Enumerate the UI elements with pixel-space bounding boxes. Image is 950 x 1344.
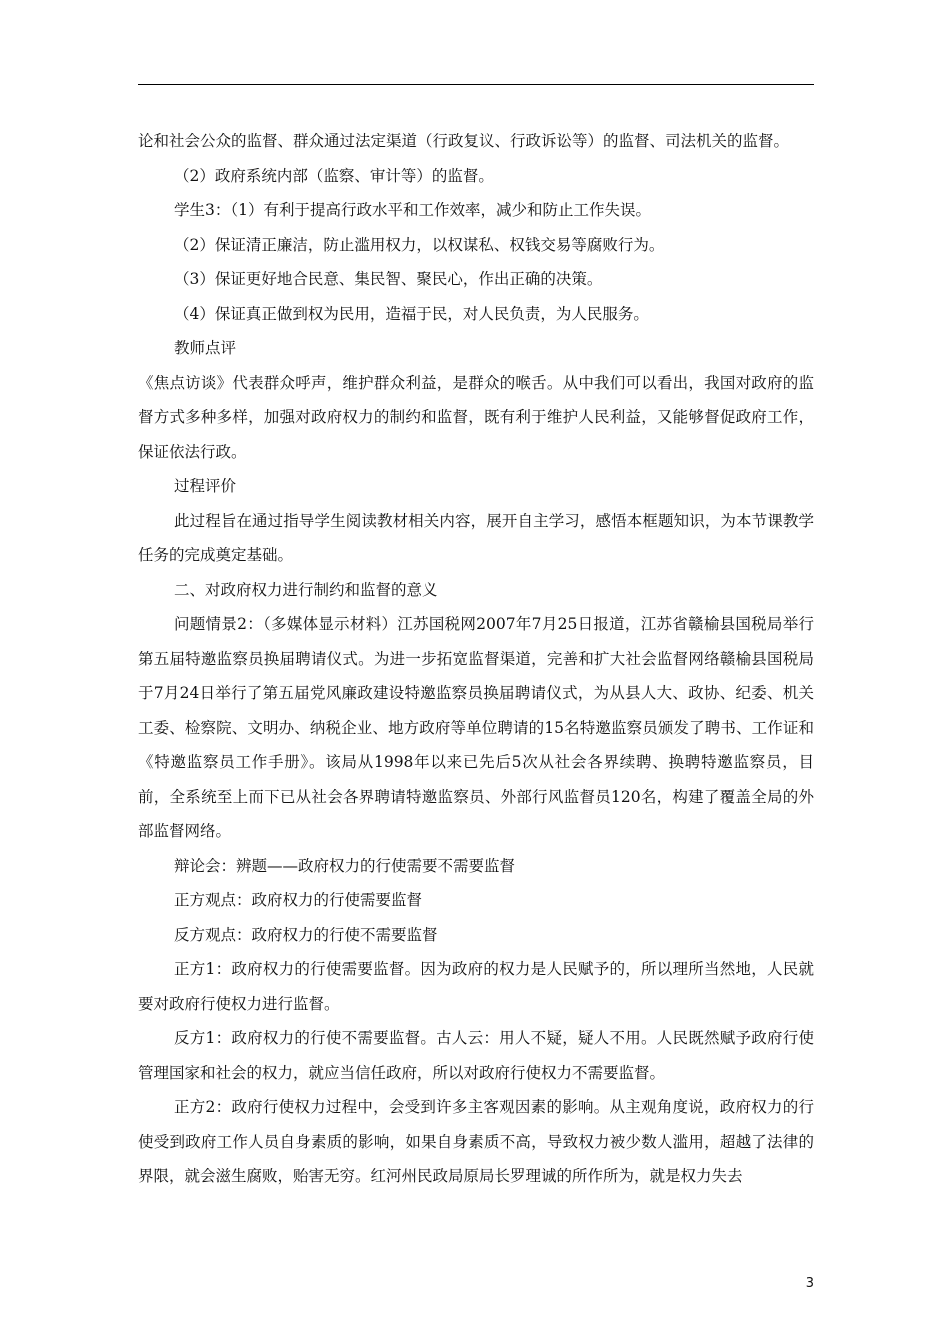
header-rule xyxy=(138,84,814,85)
paragraph: （2）保证清正廉洁，防止滥用权力，以权谋私、权钱交易等腐败行为。 xyxy=(174,235,665,254)
paragraph: 反方观点：政府权力的行使不需要监督 xyxy=(174,925,438,944)
paragraph: 反方1：政府权力的行使不需要监督。古人云：用人不疑，疑人不用。人民既然赋予政府行使管理国家和社会的权力，就应当信任政府，所以对政府行使权力不需要监督。 xyxy=(138,1029,814,1082)
paragraph: 论和社会公众的监督、群众通过法定渠道（行政复议、行政诉讼等）的监督、司法机关的监督。 xyxy=(138,132,790,150)
paragraph: 正方2：政府行使权力过程中，会受到许多主客观因素的影响。从主观角度说，政府权力的行使受到政府工作人员自身素质的影响，如果自身素质不高，导致权力被少数人滥用，超越了法律的界限，就会滋生腐败，贻害无穷。红河州民政局原局长罗理诚的所作所为，就是权力失去 xyxy=(138,1098,814,1185)
paragraph: （3）保证更好地合民意、集民智、聚民心，作出正确的决策。 xyxy=(174,270,603,288)
document-body xyxy=(138,124,814,1194)
paragraph: 辩论会：辨题——政府权力的行使需要不需要监督 xyxy=(174,856,516,875)
paragraph: 问题情景2：（多媒体显示材料）江苏国税网2007年7月25日报道，江苏省赣榆县国税局举行第五届特邀监察员换届聘请仪式。为进一步拓宽监督渠道，完善和扩大社会监督网络赣榆县国税局于7月24日举行了第五届党风廉政建设特邀监察员换届聘请仪式，为从县人大、政协、纪委、机关工委、检察院、文明办、纳税企业、地方政府等单位聘请的15名特邀监察员颁发了聘书、工作证和《特邀监察员工作手册》。该局从1998年以来已先后5次从社会各界续聘、换聘特邀监察员，目前，全系统至上而下已从社会各界聘请特邀监察员、外部行风监督员120名，构建了覆盖全局的外部监督网络。 xyxy=(138,615,814,840)
paragraph: 正方1：政府权力的行使需要监督。因为政府的权力是人民赋予的，所以理所当然地，人民就要对政府行使权力进行监督。 xyxy=(138,960,814,1013)
paragraph: 二、对政府权力进行制约和监督的意义 xyxy=(174,580,438,599)
paragraph: 学生3：（1）有利于提高行政水平和工作效率，减少和防止工作失误。 xyxy=(174,201,651,219)
paragraph: 《焦点访谈》代表群众呼声，维护群众利益，是群众的喉舌。从中我们可以看出，我国对政府的监督方式多种多样，加强对政府权力的制约和监督，既有利于维护人民利益，又能够督促政府工作，保证依法行政。 xyxy=(138,373,814,461)
page-number: 3 xyxy=(805,1276,814,1291)
paragraph: 过程评价 xyxy=(174,477,237,495)
paragraph: 此过程旨在通过指导学生阅读教材相关内容，展开自主学习，感悟本框题知识，为本节课教学任务的完成奠定基础。 xyxy=(138,511,814,564)
paragraph: （2）政府系统内部（监察、审计等）的监督。 xyxy=(174,166,494,185)
paragraph: 正方观点：政府权力的行使需要监督 xyxy=(174,891,423,909)
paragraph: （4）保证真正做到权为民用，造福于民，对人民负责，为人民服务。 xyxy=(174,304,649,323)
paragraph: 教师点评 xyxy=(174,339,237,357)
